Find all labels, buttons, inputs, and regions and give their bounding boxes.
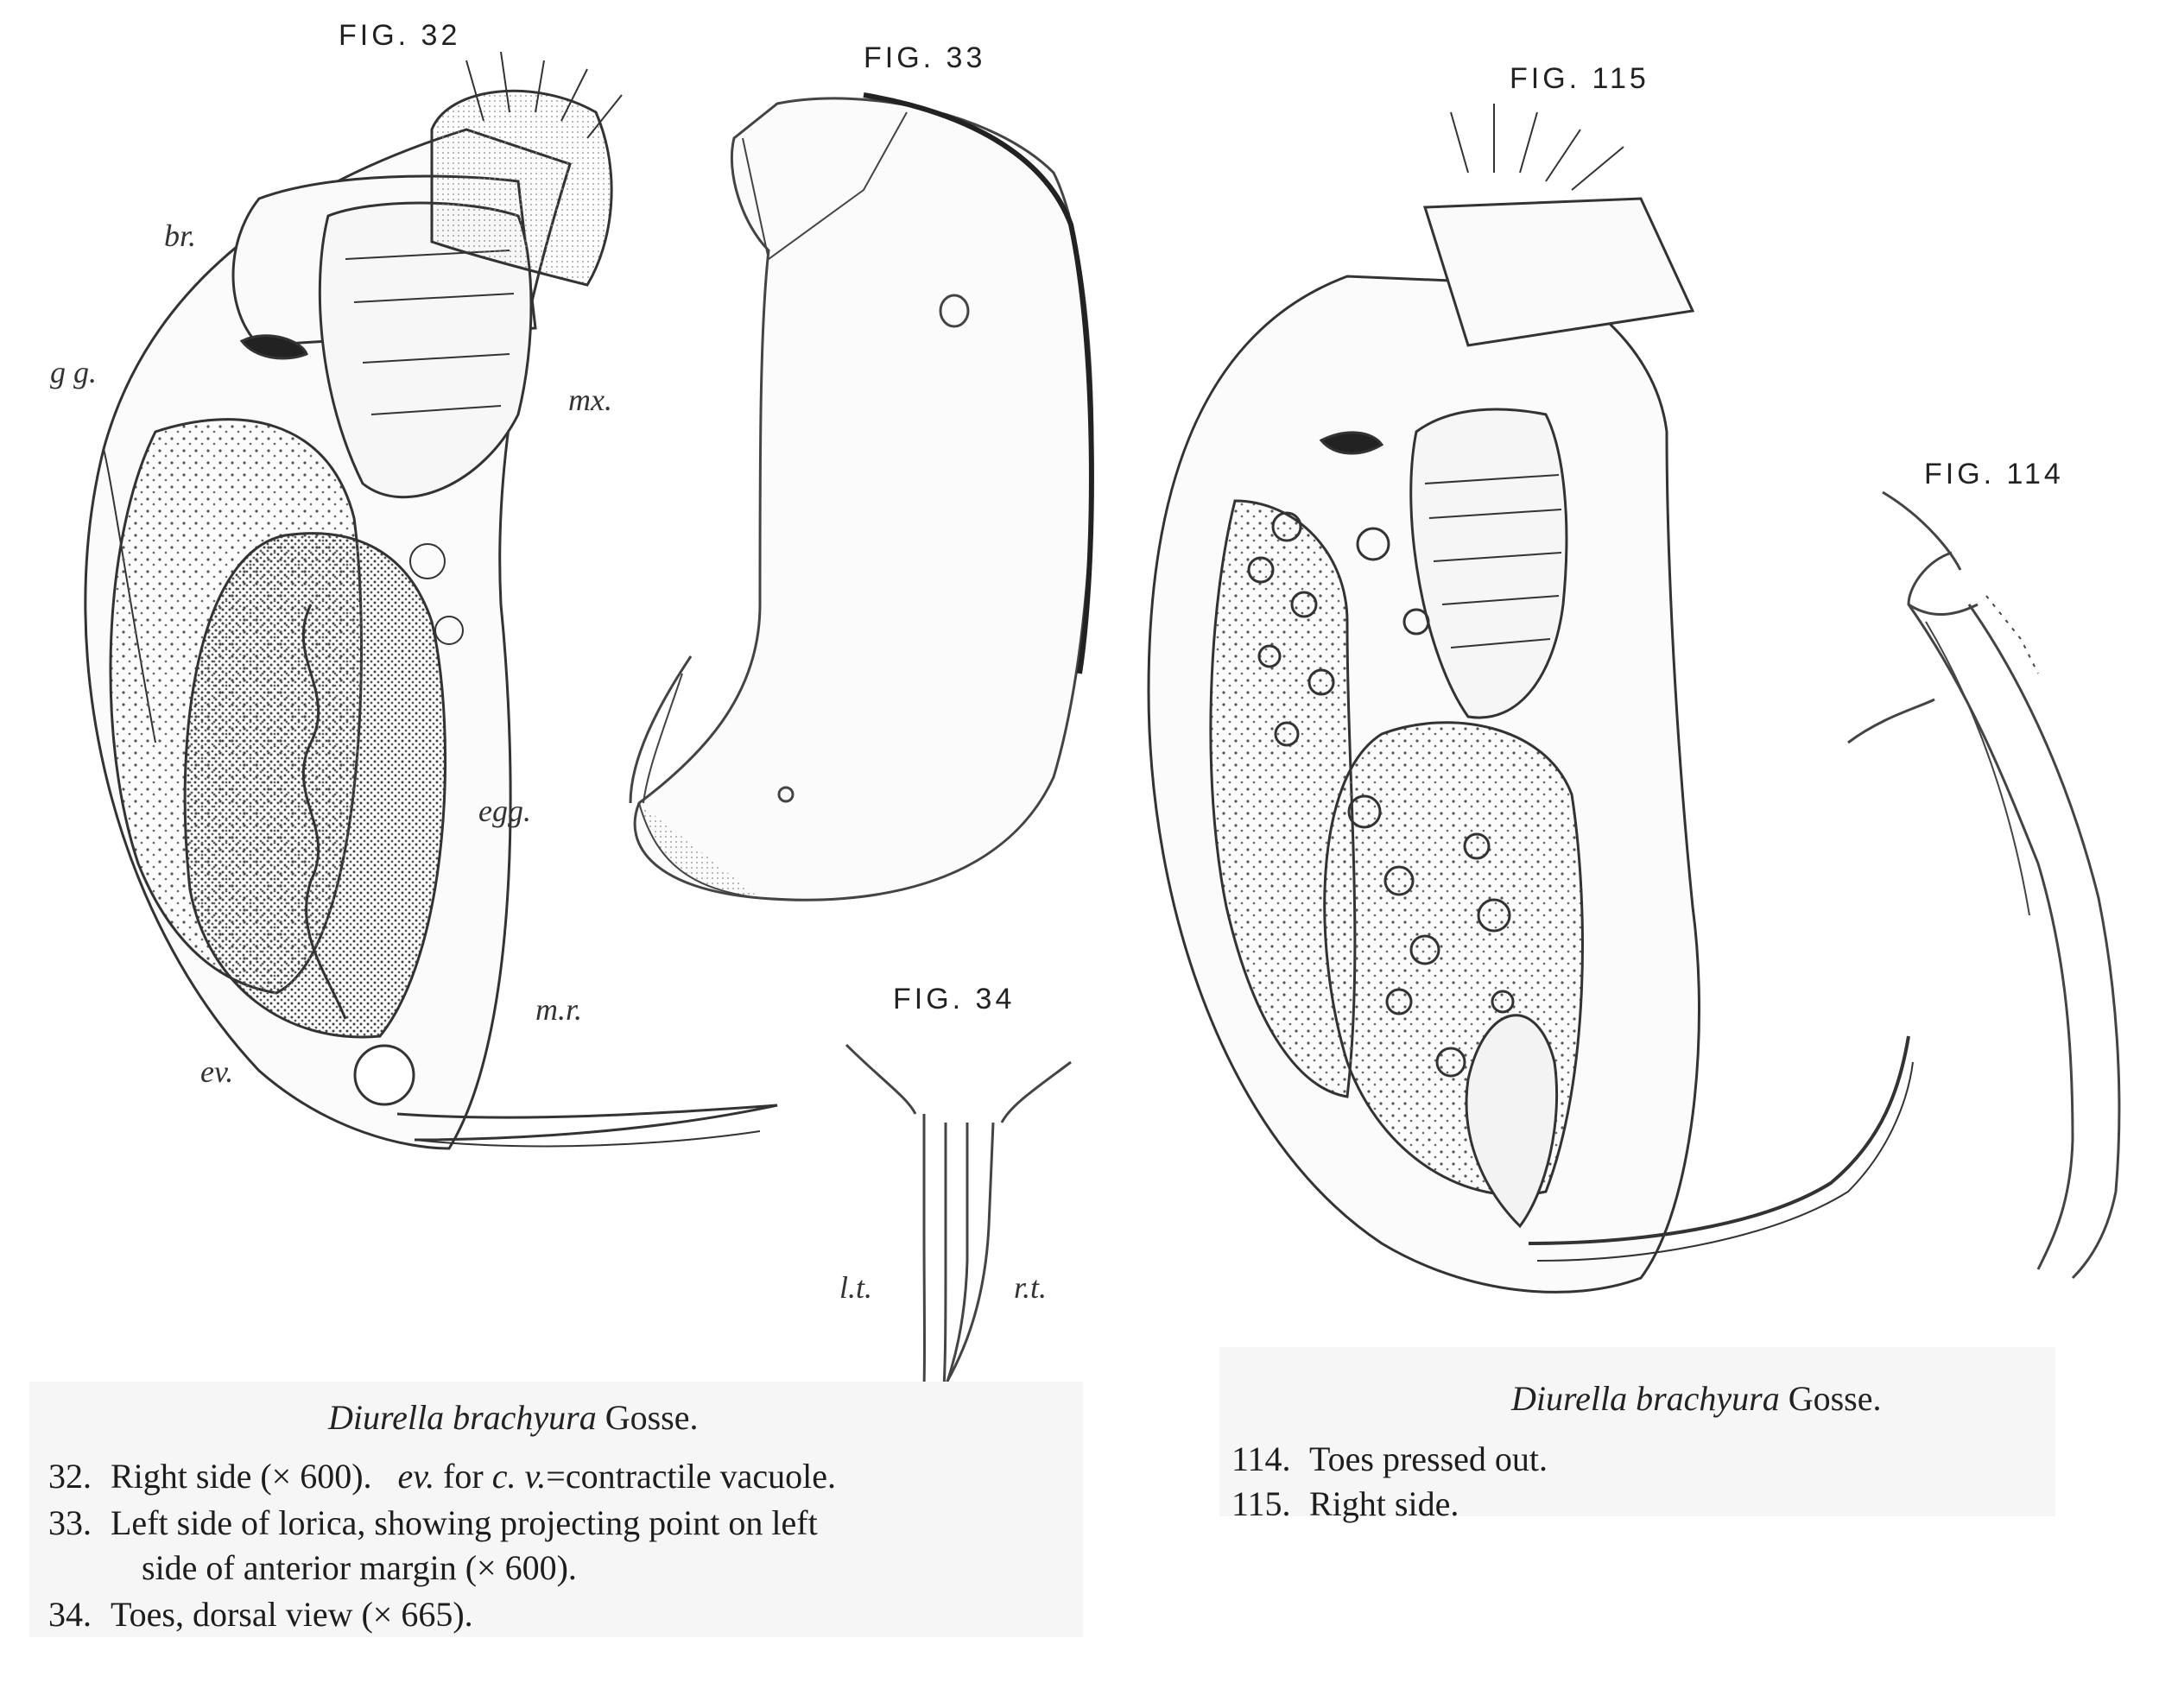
left-species-author: Gosse. xyxy=(605,1398,699,1437)
caption-number: 34. xyxy=(48,1595,92,1634)
caption-item-114 xyxy=(1231,1439,1548,1479)
caption-text: Right side. xyxy=(1309,1484,1459,1523)
fig33-drawing xyxy=(630,95,1092,900)
fig114-label: FIG. 114 xyxy=(1924,458,2064,490)
fig114-drawing xyxy=(1848,492,2119,1278)
right-species-author: Gosse. xyxy=(1788,1379,1882,1418)
label-mx: mx. xyxy=(568,383,612,417)
label-br: br. xyxy=(164,218,197,253)
caption-number: 33. xyxy=(48,1503,92,1542)
caption-number: 115. xyxy=(1231,1484,1291,1523)
caption-number: 32. xyxy=(48,1457,92,1496)
label-egg: egg. xyxy=(478,794,531,828)
fig32-drawing xyxy=(85,52,777,1148)
right-species-name: Diurella brachyura xyxy=(1511,1379,1780,1418)
fig34-drawing xyxy=(846,1045,1071,1425)
caption-abbrev-ev: ev. xyxy=(397,1457,435,1496)
caption-text: =contractile vacuole. xyxy=(546,1457,837,1496)
caption-item-34 xyxy=(48,1594,473,1635)
label-mr: m.r. xyxy=(535,992,583,1027)
caption-text: Toes, dorsal view (× 665). xyxy=(111,1595,473,1634)
caption-item-33 xyxy=(48,1502,818,1543)
caption-abbrev-cv: c. v. xyxy=(491,1457,547,1496)
label-rt: r.t. xyxy=(1014,1270,1048,1305)
caption-text: Toes pressed out. xyxy=(1309,1439,1548,1478)
caption-text: side of anterior margin (× 600). xyxy=(142,1548,577,1587)
caption-item-115 xyxy=(1231,1483,1459,1524)
label-lt: l.t. xyxy=(839,1270,873,1305)
label-ev: ev. xyxy=(200,1054,234,1089)
fig115-label: FIG. 115 xyxy=(1510,62,1649,95)
caption-item-33-cont xyxy=(142,1547,577,1588)
label-gg: g g. xyxy=(50,355,97,389)
caption-text: for xyxy=(443,1457,484,1496)
caption-text: Right side (× 600). xyxy=(111,1457,372,1496)
caption-item-32 xyxy=(48,1456,836,1496)
caption-text: Left side of lorica, showing projecting point on left xyxy=(111,1503,818,1542)
fig32-label: FIG. 32 xyxy=(339,19,461,52)
left-species-name: Diurella brachyura xyxy=(328,1398,597,1437)
left-caption-species xyxy=(328,1397,698,1438)
caption-number: 114. xyxy=(1231,1439,1291,1478)
fig115-drawing xyxy=(1149,104,1913,1292)
right-caption-species xyxy=(1511,1378,1881,1419)
fig33-label: FIG. 33 xyxy=(864,41,986,74)
fig34-label: FIG. 34 xyxy=(893,983,1016,1015)
